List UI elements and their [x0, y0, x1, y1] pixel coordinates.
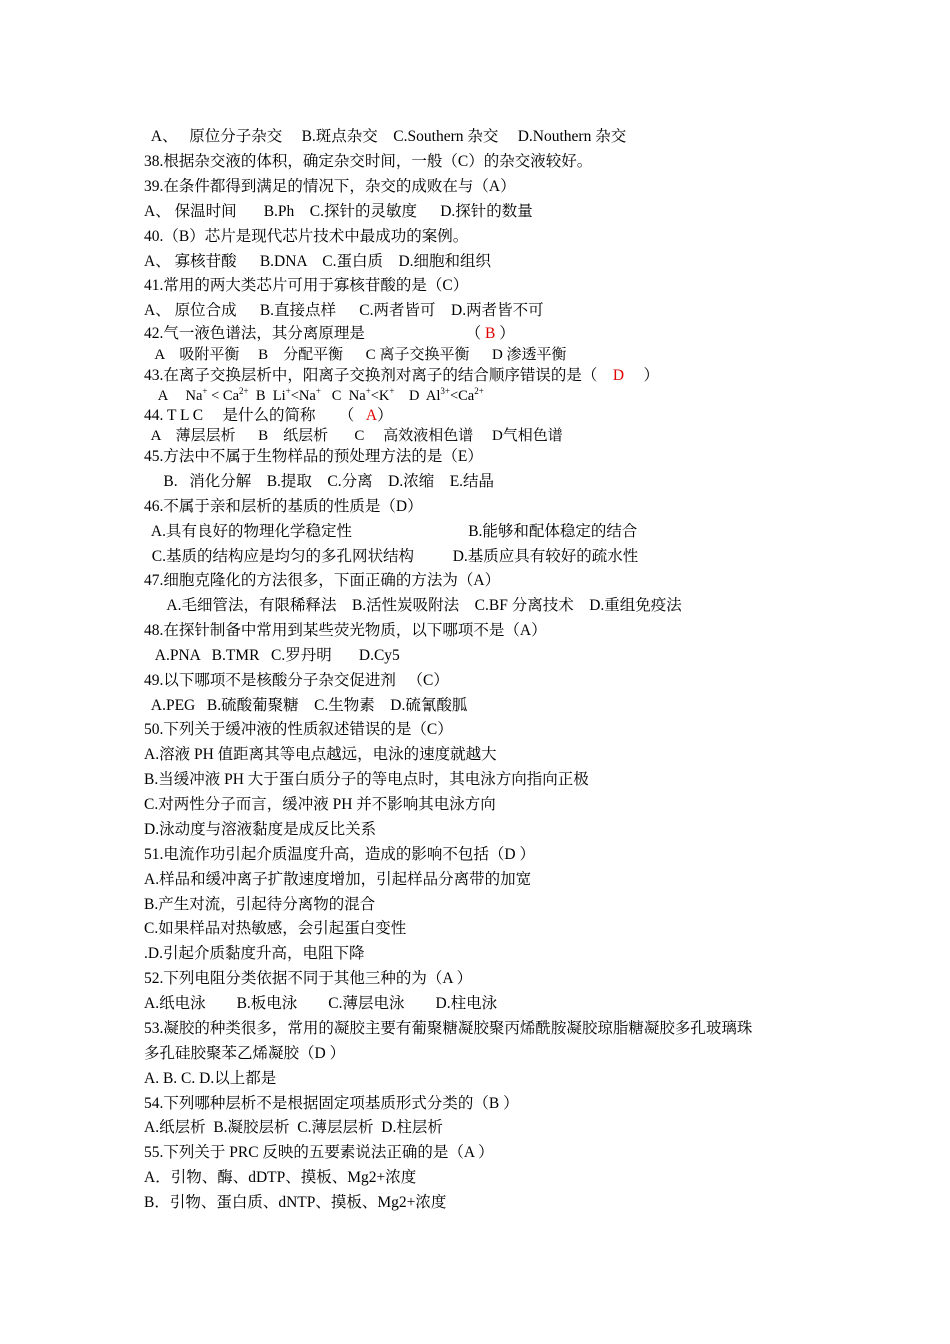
- question-45: 45.方法中不属于生物样品的预处理方法的是（E）: [144, 448, 483, 465]
- question-41: 41.常用的两大类芯片可用于寡核苷酸的是（C）: [144, 277, 469, 294]
- question-39: 39.在条件都得到满足的情况下，杂交的成败在与（A）: [144, 178, 516, 195]
- question-38: 38.根据杂交液的体积，确定杂交时间，一般（C）的杂交液较好。: [144, 153, 593, 170]
- answer-42: B: [485, 325, 496, 342]
- options-43: A $Na^+ < Ca^{2+}$ B Li+<Na+ C Na+<K+ D $Al^{3+}<Ca^{2+}$: [144, 386, 484, 404]
- options-47: A.毛细管法，有限稀释法 B.活性炭吸附法 C.BF 分离技术 D.重组免疫法: [144, 597, 682, 614]
- question-43: 43.在离子交换层析中，阳离子交换剂对离子的结合顺序错误的是（ D ）: [144, 367, 659, 384]
- question-49: 49.以下哪项不是核酸分子杂交促进剂 （C）: [144, 672, 449, 689]
- question-47: 47.细胞克隆化的方法很多，下面正确的方法为（A）: [144, 572, 501, 589]
- text-line: A、 原位分子杂交 B.斑点杂交 C.Southern 杂交 D.Nouthern 杂交: [144, 128, 627, 145]
- answer-43: D: [612, 367, 625, 384]
- options-45: B. 消化分解 B.提取 C.分离 D.浓缩 E.结晶: [144, 473, 495, 490]
- option-55a: A．引物、酶、dDTP、摸板、Mg2+浓度: [144, 1169, 417, 1186]
- option-51c: C.如果样品对热敏感，会引起蛋白变性: [144, 920, 407, 937]
- question-42: 42.气一液色谱法，其分离原理是 （ B ）: [144, 325, 515, 342]
- options-52: A.纸电泳 B.板电泳 C.薄层电泳 D.柱电泳: [144, 995, 498, 1012]
- question-46: 46.不属于亲和层析的基质的性质是（D）: [144, 498, 423, 515]
- options-44: A 薄层层析 B 纸层析 C 高效液相色谱 D气相色谱: [144, 428, 563, 444]
- question-51: 51.电流作功引起介质温度升高，造成的影响不包括（D ）: [144, 846, 535, 863]
- option-51d: .D.引起介质黏度升高，电阻下降: [144, 945, 365, 962]
- question-50: 50.下列关于缓冲液的性质叙述错误的是（C）: [144, 721, 453, 738]
- question-40: 40.（B）芯片是现代芯片技术中最成功的案例。: [144, 228, 469, 245]
- options-53: A. B. C. D.以上都是: [144, 1070, 277, 1087]
- option-50d: D.泳动度与溶液黏度是成反比关系: [144, 821, 377, 838]
- question-53-cont: 多孔硅胶聚苯乙烯凝胶（D ）: [144, 1045, 346, 1062]
- option-51b: B.产生对流，引起待分离物的混合: [144, 896, 376, 913]
- question-54: 54.下列哪种层析不是根据固定项基质形式分类的（B ）: [144, 1095, 519, 1112]
- answer-44: A: [365, 407, 378, 424]
- option-51a: A.样品和缓冲离子扩散速度增加，引起样品分离带的加宽: [144, 871, 532, 888]
- options-54: A.纸层析 B.凝胶层析 C.薄层层析 D.柱层析: [144, 1119, 443, 1136]
- question-55: 55.下列关于 PRC 反映的五要素说法正确的是（A ）: [144, 1144, 494, 1161]
- options-48: A.PNA B.TMR C.罗丹明 D.Cy5: [144, 647, 400, 664]
- question-48: 48.在探针制备中常用到某些荧光物质，以下哪项不是（A）: [144, 622, 547, 639]
- options-49: A.PEG B.硫酸葡聚糖 C.生物素 D.硫氰酸胍: [144, 697, 468, 714]
- option-50a: A.溶液 PH 值距离其等电点越远，电泳的速度就越大: [144, 746, 497, 763]
- options-46-cd: C.基质的结构应是均匀的多孔网状结构 D.基质应具有较好的疏水性: [144, 548, 639, 565]
- option-50c: C.对两性分子而言，缓冲液 PH 并不影响其电泳方向: [144, 796, 496, 813]
- options-42: A 吸附平衡 B 分配平衡 C 离子交换平衡 D 渗透平衡: [144, 347, 567, 363]
- question-53: 53.凝胶的种类很多，常用的凝胶主要有葡聚糖凝胶聚丙烯酰胺凝胶琼脂糖凝胶多孔玻璃珠: [144, 1020, 753, 1037]
- question-44: 44. T L C 是什么的简称 （ A）: [144, 407, 393, 424]
- option-50b: B.当缓冲液 PH 大于蛋白质分子的等电点时，其电泳方向指向正极: [144, 771, 589, 788]
- options-41: A、 原位合成 B.直接点样 C.两者皆可 D.两者皆不可: [144, 302, 544, 319]
- option-55b: B．引物、蛋白质、dNTP、摸板、Mg2+浓度: [144, 1194, 447, 1211]
- options-39: A、 保温时间 B.Ph C.探针的灵敏度 D.探针的数量: [144, 203, 533, 220]
- question-52: 52.下列电阻分类依据不同于其他三种的为（A ）: [144, 970, 473, 987]
- options-46-ab: A.具有良好的物理化学稳定性 B.能够和配体稳定的结合: [144, 523, 638, 540]
- options-40: A、 寡核苷酸 B.DNA C.蛋白质 D.细胞和组织: [144, 253, 492, 270]
